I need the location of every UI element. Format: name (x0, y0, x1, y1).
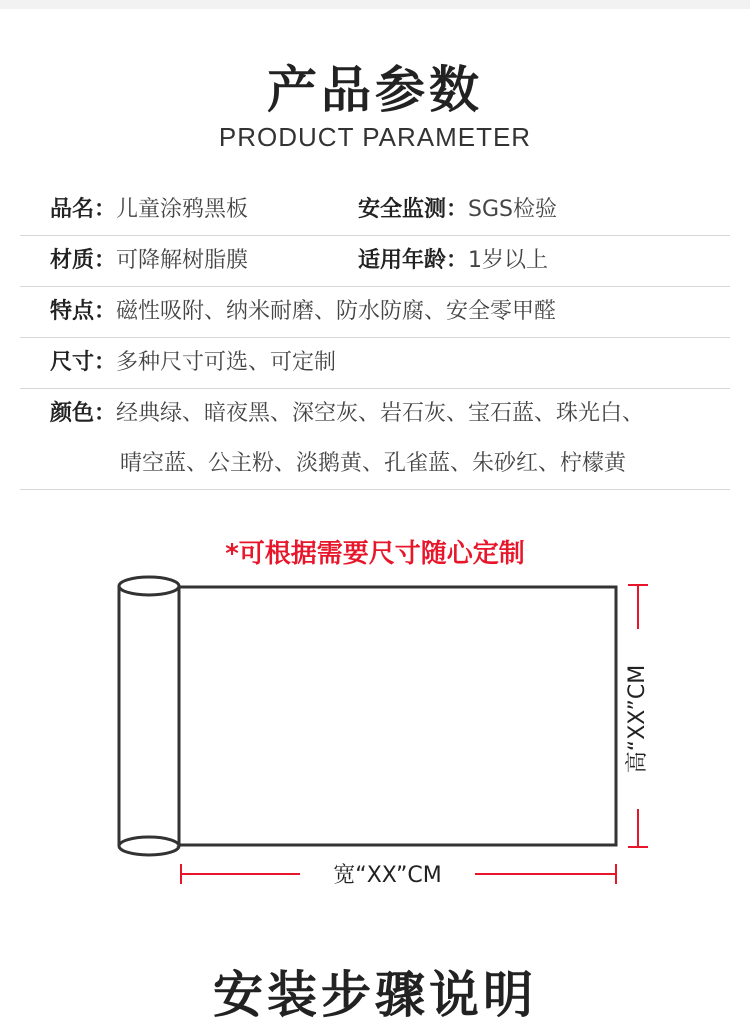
param-row-name (20, 185, 730, 236)
param-value-colors-line1: 经典绿、暗夜黑、深空灰、岩石灰、宝石蓝、珠光白、 (116, 401, 645, 426)
param-key-features: 特点： (50, 299, 117, 324)
param-value-age: 1岁以上 (468, 248, 549, 273)
param-key-safety: 安全监测： (358, 197, 469, 222)
roll-body (119, 586, 179, 846)
param-key-name: 品名： (50, 197, 117, 222)
param-key-age: 适用年龄： (358, 248, 469, 273)
param-key-material: 材质： (50, 248, 117, 273)
top-divider-bar (0, 0, 750, 9)
section-title: 产品参数 (267, 61, 483, 119)
next-section-title: 安装步骤说明 (213, 966, 537, 1024)
param-value-size: 多种尺寸可选、可定制 (116, 350, 337, 375)
param-row-colors (20, 389, 730, 490)
param-key-colors: 颜色： (50, 401, 117, 426)
param-value-material: 可降解树脂膜 (116, 248, 249, 273)
parameter-table (20, 185, 730, 490)
param-row-material (20, 236, 730, 287)
param-value-name: 儿童涂鸦黑板 (116, 197, 249, 222)
height-label: 高“XX”CM (621, 629, 655, 809)
param-value-colors-line2: 晴空蓝、公主粉、淡鹅黄、孔雀蓝、朱砂红、柠檬黄 (120, 451, 627, 476)
param-value-safety: SGS检验 (468, 197, 557, 222)
board-sheet (178, 587, 616, 845)
roll-top-cap (119, 577, 179, 595)
param-key-size: 尺寸： (50, 350, 117, 375)
custom-size-notice: *可根据需要尺寸随心定制 (225, 539, 525, 569)
width-label: 宽“XX”CM (300, 858, 475, 889)
param-row-size (20, 338, 730, 389)
section-subtitle: PRODUCT PARAMETER (218, 122, 532, 152)
param-row-features (20, 287, 730, 338)
param-value-features: 磁性吸附、纳米耐磨、防水防腐、安全零甲醛 (116, 299, 557, 324)
roll-bottom-cap (119, 846, 179, 855)
